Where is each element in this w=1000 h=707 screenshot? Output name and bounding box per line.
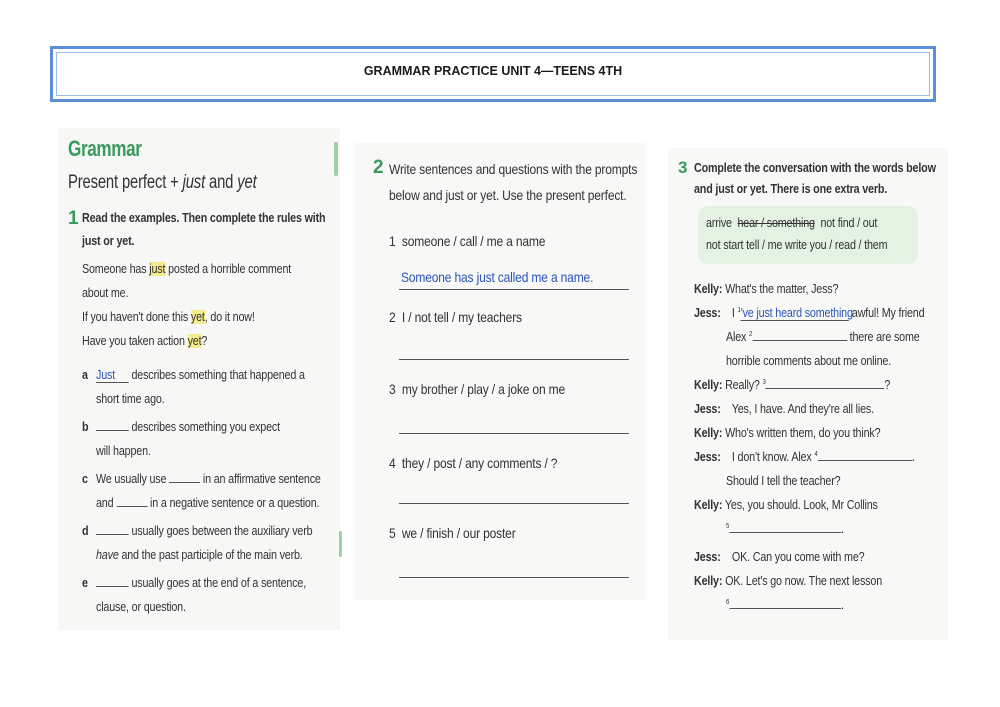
rule-c-answer-2[interactable]	[116, 506, 147, 507]
rule-a-answer[interactable]: Just	[96, 368, 129, 383]
rule-c-answer-1[interactable]	[169, 482, 200, 483]
answer-line-5[interactable]	[399, 577, 629, 578]
word-bank	[698, 206, 918, 264]
word-bank-row-2: not start tell / me write you / read / them	[706, 238, 888, 252]
rule-d-text-2: have and the past participle of the main verb.	[96, 548, 303, 562]
rule-e-answer[interactable]	[96, 586, 129, 587]
blank-2[interactable]	[752, 340, 847, 341]
answer-line-4[interactable]	[399, 503, 629, 504]
prompt-3: 3 my brother / play / a joke on me	[389, 381, 566, 397]
dialogue-line-4: horrible comments about me online.	[726, 354, 892, 368]
dialogue-line-9: Should I tell the teacher?	[726, 474, 841, 488]
page-edge-mark	[339, 531, 342, 557]
exercise-1-number: 1	[68, 208, 79, 229]
rule-e-letter: e	[82, 576, 88, 590]
exercise-2-instruction-2: below and just or yet. Use the present perfect.	[389, 187, 627, 203]
exercise-3-number: 3	[678, 158, 688, 177]
word-bank-row-1: arrive hear / something not find / out	[706, 216, 878, 230]
rule-e-text: usually goes at the end of a sentence,	[96, 576, 306, 590]
page-edge-mark	[334, 142, 338, 176]
example-3: Have you taken action yet?	[82, 334, 208, 348]
dialogue-line-11: $^5$ .	[726, 522, 844, 536]
exercise-1-instruction-2: just or yet.	[82, 234, 135, 248]
blank-1[interactable]: 've just heard something	[740, 306, 853, 320]
answer-1[interactable]: Someone has just called me a name.	[401, 269, 594, 285]
exercise-2-instruction: Write sentences and questions with the prompts	[389, 161, 638, 177]
rule-d-answer[interactable]	[96, 534, 129, 535]
dialogue-line-2: Jess: I $^1$'ve just heard something awful! My friend	[694, 306, 925, 320]
blank-6[interactable]	[729, 608, 841, 609]
exercise-2-number: 2	[373, 157, 384, 178]
grammar-heading: Grammar	[68, 136, 142, 161]
rule-a-letter: a	[82, 368, 88, 382]
rule-c-text-2: and in a negative sentence or a question.	[96, 496, 320, 510]
exercise-2-panel	[355, 143, 645, 600]
dialogue-line-13: Kelly: OK. Let's go now. The next lesson	[694, 574, 883, 588]
dialogue-line-7: Kelly: Who's written them, do you think?	[694, 426, 881, 440]
exercise-3-panel	[668, 148, 948, 640]
rule-a-text-2: short time ago.	[96, 392, 165, 406]
exercise-3-instruction: Complete the conversation with the words below	[694, 161, 936, 175]
example-1-cont: about me.	[82, 286, 129, 300]
blank-4[interactable]	[818, 460, 913, 461]
rule-e-text-2: clause, or question.	[96, 600, 186, 614]
dialogue-line-6: Jess: Yes, I have. And they're all lies.	[694, 402, 874, 416]
answer-line-1	[399, 289, 629, 290]
rule-b-answer[interactable]	[96, 430, 129, 431]
dialogue-line-5: Kelly: Really? $^3$ ?	[694, 378, 891, 392]
dialogue-line-3: Alex $^2$ there are some	[726, 330, 920, 344]
rule-a-text: Just describes something that happened a	[96, 368, 305, 382]
rule-b-text-2: will happen.	[96, 444, 151, 458]
page-title: GRAMMAR PRACTICE UNIT 4—TEENS 4TH	[363, 64, 623, 78]
blank-3[interactable]	[766, 388, 885, 389]
grammar-subheading: Present perfect + just and yet	[68, 172, 257, 193]
rule-b-text: describes something you expect	[96, 420, 280, 434]
dialogue-line-10: Kelly: Yes, you should. Look, Mr Collins	[694, 498, 878, 512]
rule-d-text: usually goes between the auxiliary verb	[96, 524, 312, 538]
dialogue-line-14: $^6$ .	[726, 598, 844, 612]
blank-5[interactable]	[729, 532, 841, 533]
grammar-panel	[58, 128, 340, 630]
dialogue-line-8: Jess: I don't know. Alex $^4$ .	[694, 450, 915, 464]
prompt-4: 4 they / post / any comments / ?	[389, 455, 558, 471]
rule-c-letter: c	[82, 472, 88, 486]
rule-d-letter: d	[82, 524, 89, 538]
title-banner	[50, 46, 936, 102]
rule-b-letter: b	[82, 420, 89, 434]
example-2: If you haven't done this yet, do it now!	[82, 310, 255, 324]
prompt-5: 5 we / finish / our poster	[389, 525, 516, 541]
exercise-1-instruction: Read the examples. Then complete the rules with	[82, 211, 326, 225]
rule-c-text: We usually use in an affirmative sentence	[96, 472, 321, 486]
dialogue-line-12: Jess: OK. Can you come with me?	[694, 550, 865, 564]
prompt-2: 2 I / not tell / my teachers	[389, 309, 522, 325]
answer-line-3[interactable]	[399, 433, 629, 434]
prompt-1: 1 someone / call / me a name	[389, 233, 546, 249]
answer-line-2[interactable]	[399, 359, 629, 360]
exercise-3-instruction-2: and just or yet. There is one extra verb.	[694, 182, 888, 196]
dialogue-line-1: Kelly: What's the matter, Jess?	[694, 282, 839, 296]
example-1: Someone has just posted a horrible comment	[82, 262, 292, 276]
